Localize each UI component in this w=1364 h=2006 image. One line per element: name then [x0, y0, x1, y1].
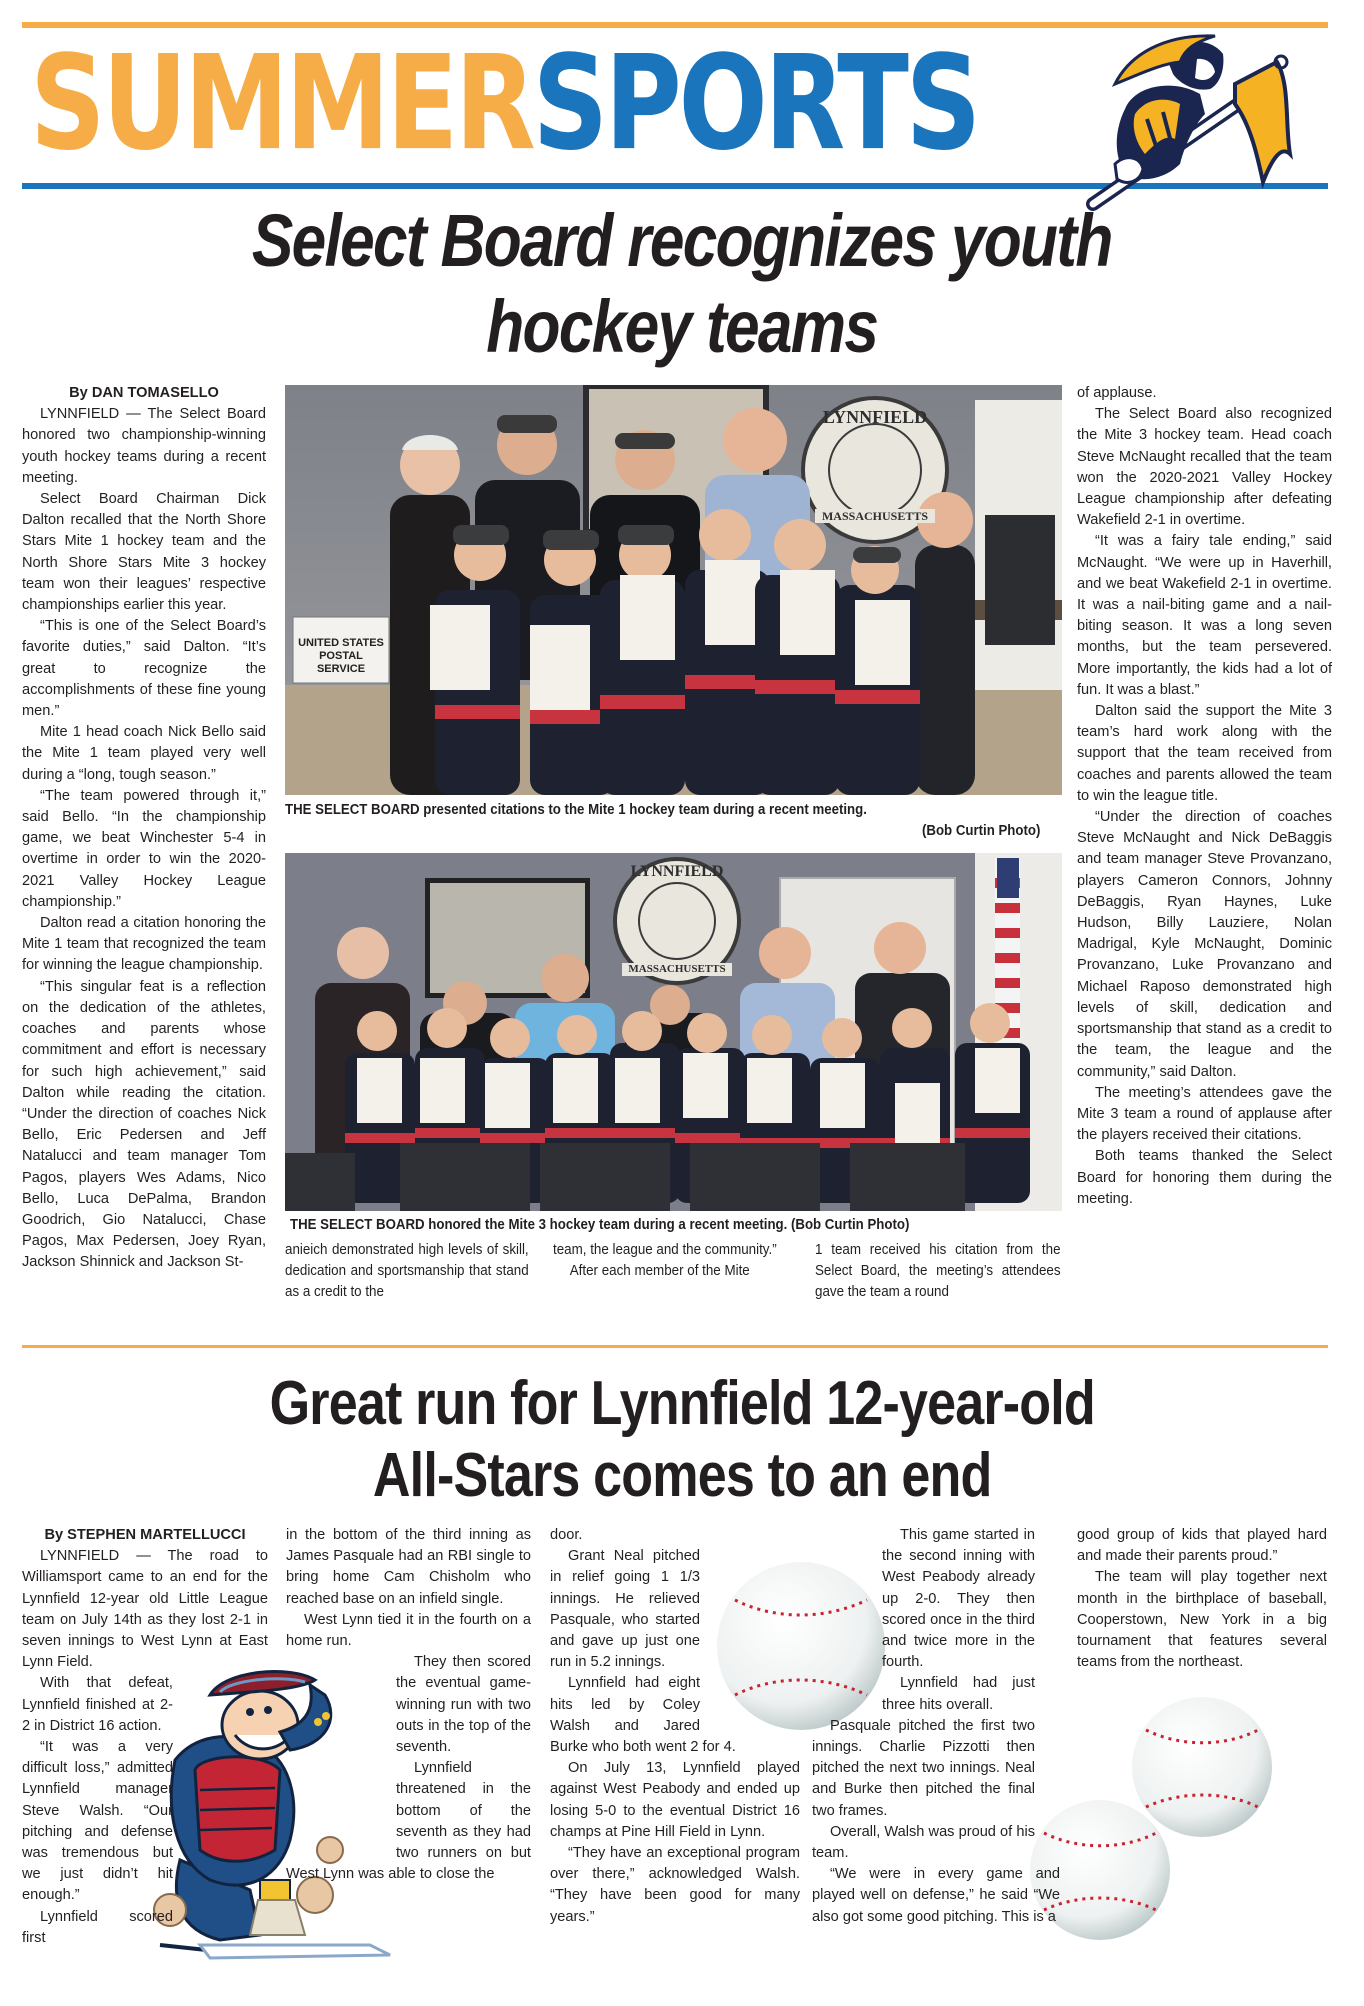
article2-paragraph: West Lynn tied it in the fourth on a home run.: [286, 1611, 531, 1650]
article2-column-3: [550, 1525, 800, 1928]
lynnfield-seal-text: LYNNFIELD: [822, 407, 928, 427]
article1-paragraph: “Under the direction of coaches Steve McNaught and Nick DeBaggis and team manager Steve Provanzano, players Cameron Connors, Johnny DeBaggis, Ryan Haynes, Luke Hudson, Billy Lauziere, Nolan Madrigal, Kyle McNaught, Dominic Provanzano, Luke Provanzano and Michael Raposo demonstrated high levels of skill, dedication and sportsmanship that stand as a credit to the team, the league and the community,” said Dalton.: [1077, 809, 1332, 1080]
caption-text: honored the Mite 3 hockey team during a recent meeting. (Bob Curtin Photo): [424, 1217, 910, 1233]
caption-lead: THE SELECT BOARD: [285, 802, 420, 818]
article2-column-5: [1077, 1525, 1327, 1673]
article2-paragraph: door.: [550, 1527, 583, 1543]
article2-headline-line1: Great run for Lynnfield 12-year-old: [269, 1369, 1095, 1438]
article1-paragraph: LYNNFIELD — The Select Board honored two championship-winning youth hockey teams during a recent meeting.: [22, 406, 266, 486]
article1-headline: [0, 198, 1364, 370]
article2-paragraph: On July 13, Lynnfield played against West Peabody and ended up losing 5-0 to the eventual District 16 champs at Pine Hill Field in Lynn.: [550, 1760, 800, 1840]
article2-paragraph: “They have an exceptional program over there,” acknowledged Walsh. “They have been good for many years.”: [550, 1845, 800, 1925]
article2-paragraph: They then scored the eventual game-winning run with two outs in the top of the seventh.: [396, 1654, 531, 1756]
mite3-photo-caption: [290, 1215, 909, 1235]
article1-headline-line1: Select Board recognizes youth: [252, 199, 1112, 282]
wrap-spacer: [286, 1652, 396, 1852]
article1-paragraph: The Select Board also recognized the Mite 3 hockey team. Head coach Steve McNaught recalled that the team won the 2020-2021 Valley Hockey League championship after defeating Wakefield 2-1 in overtime.: [1077, 406, 1332, 529]
article2-paragraph: Lynnfield had eight hits led by Coley Walsh and Jared Burke who both went 2 for 4.: [550, 1675, 736, 1756]
mite1-photo-caption: [285, 800, 867, 820]
article2-paragraph: The team will play together next month in the birthplace of baseball, Cooperstown, New York in a big tournament that features several teams from the northeast.: [1077, 1569, 1327, 1671]
article2-column-1: [22, 1525, 268, 1949]
article1-subcolumn-3: [815, 1240, 1061, 1303]
article1-paragraph: team, the league and the community.”: [553, 1242, 777, 1258]
article1-paragraph: Mite 1 head coach Nick Bello said the Mite 1 team played very well during a “long, tough season.”: [22, 724, 266, 783]
wrap-spacer: [812, 1525, 882, 1715]
article2-paragraph: This game started in the second inning with West Peabody already up 2-0. They then scored once in the third and twice more in the fourth.: [882, 1527, 1035, 1671]
article-divider: [22, 1345, 1328, 1348]
article1-paragraph: “It was a fairy tale ending,” said McNaught. “We were up in Haverhill, and we beat Wakefield 2-1 in overtime. It was a nail-biting game and a nail-biting season. It was a long seven months, but the team persevered. More importantly, the kids had a lot of fun. It was a blast.”: [1077, 533, 1332, 698]
article2-headline-line2: All-Stars comes to an end: [372, 1441, 992, 1510]
article1-paragraph: Dalton read a citation honoring the Mite 1 team that recognized the team for winning the league championship.: [22, 915, 266, 974]
lynnfield-seal-text: LYNNFIELD: [630, 863, 724, 880]
article1-paragraph: “This singular feat is a reflection on the dedication of the athletes, coaches and parents whose commitment and effort is necessary for such high achievement,” said Dalton while reading the citation. “Under the direction of coaches Nick Bello, Eric Pedersen and Jeff Natalucci and team manager Tom Pagos, players Wes Adams, Nico Bello, Luca DePalma, Brandon Goodrich, Gio Natalucci, Chase Pagos, Max Pedersen, Joey Ryan, Jackson Shinnick and Jackson St-: [22, 978, 266, 1271]
article1-paragraph: of applause.: [1077, 385, 1157, 401]
article1-paragraph: 1 team received his citation from the Select Board, the meeting’s attendees gave the team a round: [815, 1242, 1061, 1300]
banner-word-sports: SPORTS: [532, 27, 978, 180]
article2-byline: By STEPHEN MARTELLUCCI: [44, 1527, 246, 1543]
article2-paragraph: Lynnfield scored first: [22, 1908, 173, 1946]
flag-bearer-mascot-icon: [1085, 14, 1315, 214]
article2-headline: [0, 1368, 1364, 1512]
wrap-spacer: [1035, 1735, 1060, 1855]
article1-subcolumn-2: [553, 1240, 795, 1282]
article1-paragraph: “This is one of the Select Board’s favorite duties,” said Dalton. “It’s great to recognize the accomplishments of these fine young men.”: [22, 618, 266, 720]
article2-paragraph: LYNNFIELD — The road to Williamsport came to an end for the Lynnfield 12-year old Little League team on July 14th as they lost 2-1 in seven innings to West Lynn at East Lynn Field.: [22, 1548, 268, 1671]
article2-column-4: [812, 1525, 1060, 1928]
article2-paragraph: “It was a very difficult loss,” admitted Lynnfield manager Steve Walsh. “Our pitching and defense was tremendous but we just didn’t hit enough.”: [22, 1739, 173, 1904]
article1-paragraph: The meeting’s attendees gave the Mite 3 team a round of applause after the players received their citations.: [1077, 1084, 1332, 1144]
article1-paragraph: “The team powered through it,” said Bello. “In the championship game, we beat Winchester 5-4 in overtime in order to win the 2020-2021 Valley Hockey League championship.”: [22, 787, 266, 910]
lynnfield-seal-subtext: MASSACHUSETTS: [622, 963, 732, 976]
caption-text: presented citations to the Mite 1 hockey team during a recent meeting.: [419, 802, 867, 818]
article2-paragraph: in the bottom of the third inning as James Pasquale had an RBI single to bring home Cam Chisholm who reached base on an infield single.: [286, 1527, 531, 1607]
lynnfield-seal-subtext: MASSACHUSETTS: [815, 509, 935, 523]
mite1-photo-credit: (Bob Curtin Photo): [922, 823, 1041, 839]
article1-paragraph: anieich demonstrated high levels of skill, dedication and sportsmanship that stand as a credit to the: [285, 1242, 529, 1300]
article2-paragraph: Lynnfield threatened in the bottom of the seventh as they had two runners on but West Lynn was able to close the: [286, 1760, 531, 1883]
article2-paragraph: Grant Neal pitched in relief going 1 1/3 innings. He relieved Pasquale, who started and gave up just one run in 5.2 innings.: [550, 1548, 700, 1671]
mite3-team-photo-image: [285, 853, 1062, 1211]
article1-headline-line2: hockey teams: [486, 285, 878, 368]
postal-box-label: UNITED STATES POSTAL SERVICE: [298, 637, 384, 675]
banner-word-summer: SUMMER: [30, 27, 533, 180]
article1-byline: By DAN TOMASELLO: [69, 385, 219, 401]
article2-column-2: [286, 1525, 531, 1885]
mite1-team-photo-image: [285, 385, 1062, 795]
article1-subcolumn-1: [285, 1240, 529, 1303]
article2-paragraph: good group of kids that played hard and made their parents proud.”: [1077, 1527, 1327, 1565]
article2-paragraph: Lynnfield had just three hits overall.: [882, 1675, 1035, 1713]
mite3-team-photo: [285, 853, 1062, 1211]
article1-right-column: [1077, 383, 1332, 1210]
article2-paragraph: Overall, Walsh was proud of his team.: [812, 1823, 1035, 1862]
article2-paragraph: Pasquale pitched the first two innings. Charlie Pizzotti then pitched the next two innings. Neal and Burke then pitched the final two frames.: [812, 1717, 1035, 1819]
article2-paragraph: “We were in every game and played well on defense,” he said “We also got some good pitching. This is a: [812, 1866, 1060, 1925]
article1-paragraph: Select Board Chairman Dick Dalton recalled that the North Shore Stars Mite 1 hockey team and the North Shore Stars Mite 3 hockey team won their leagues’ respective championships earlier this year.: [22, 491, 266, 614]
article1-paragraph: Both teams thanked the Select Board for honoring them during the meeting.: [1077, 1148, 1332, 1207]
mite1-team-photo: [285, 385, 1062, 795]
article1-left-column: [22, 383, 266, 1274]
article2-paragraph: With that defeat, Lynnfield finished at 2-2 in District 16 action.: [22, 1675, 173, 1734]
article1-paragraph: Dalton said the support the Mite 3 team’s hard work along with the support that the team received from coaches and parents allowed the team to win the league title.: [1077, 703, 1332, 804]
article1-paragraph: After each member of the Mite: [569, 1263, 750, 1279]
section-banner: [30, 27, 978, 180]
wrap-spacer: [700, 1525, 800, 1735]
caption-lead: THE SELECT BOARD: [290, 1217, 425, 1233]
wrap-spacer: [173, 1673, 268, 1913]
